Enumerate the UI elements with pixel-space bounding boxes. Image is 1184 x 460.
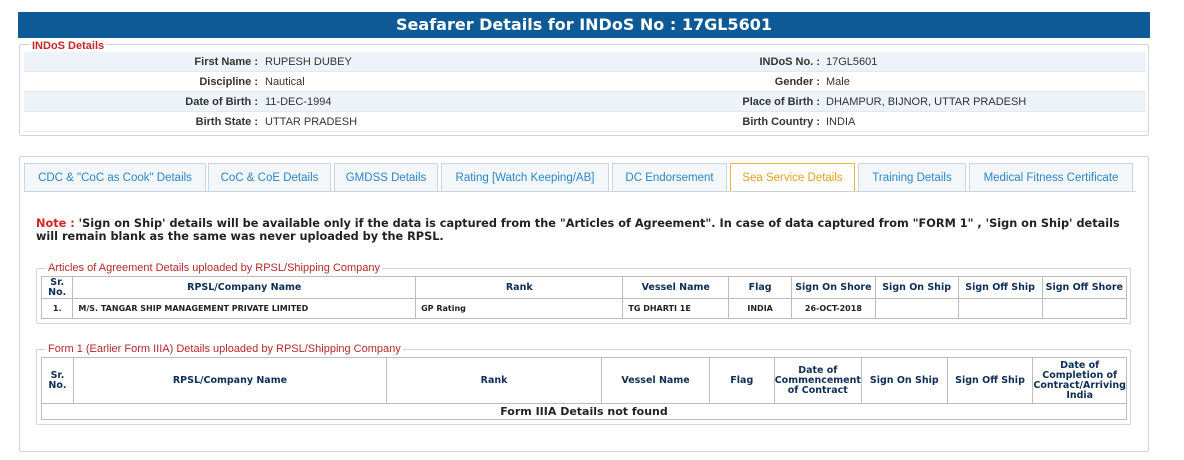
pob-value: DHAMPUR, BIJNOR, UTTAR PRADESH [826,96,1027,108]
column-header: Sign On Ship [861,358,947,404]
form1-not-found-message: Form IIIA Details not found [42,404,1127,420]
info-row [24,92,1146,112]
gender-value: Male [826,76,850,88]
gender-label: Gender : [774,76,820,88]
column-header: Rank [386,358,601,404]
column-header: Sign Off Shore [1042,277,1126,299]
indos-details-legend: INDoS Details [32,40,105,52]
tab-coc-coe[interactable]: CoC & CoE Details [208,163,331,191]
table-row [42,404,1127,420]
table-header-row [42,277,1127,299]
info-row [24,72,1146,92]
birth-country-value: INDIA [826,116,856,128]
tab-gmdss[interactable]: GMDSS Details [334,163,438,191]
indos-no-label: INDoS No. : [759,56,820,68]
page-title: Seafarer Details for INDoS No : 17GL5601 [18,12,1150,38]
form1-table [41,357,1127,420]
discipline-value: Nautical [265,76,305,88]
articles-legend: Articles of Agreement Details uploaded by RPSL/Shipping Company [48,262,381,274]
column-header: Rank [416,277,623,299]
table-header-row [42,358,1127,404]
column-header: Sign On Shore [792,277,875,299]
column-header: Date of Commencement of Contract [774,358,861,404]
sign-off-ship-cell [958,299,1042,319]
tab-dc-endorsement[interactable]: DC Endorsement [612,163,727,191]
pob-label: Place of Birth : [742,96,820,108]
info-row [24,112,1146,132]
indos-no-value: 17GL5601 [826,56,878,68]
sign-off-shore-cell [1042,299,1126,319]
table-row [42,299,1127,319]
articles-table [41,276,1127,319]
vessel-cell: TG DHARTI 1E [623,299,729,319]
column-header: Sign Off Ship [947,358,1033,404]
column-header: Date of Completion of Contract/Arriving India [1033,358,1127,404]
sr-no-cell: 1. [42,299,73,319]
column-header: Vessel Name [623,277,729,299]
note-text: 'Sign on Ship' details will be available only if the data is captured from the "Articles of Agreement". In case of data captured from "FORM 1" , 'Sign on Ship' details will remain blank as the same was never uploaded by the RPSL. [36,217,1120,243]
discipline-label: Discipline : [199,76,258,88]
tab-cdc-coc-cook[interactable]: CDC & "CoC as Cook" Details [24,163,206,191]
column-header: Sr. No. [42,358,74,404]
dob-label: Date of Birth : [185,96,258,108]
tab-medical-fitness[interactable]: Medical Fitness Certificate [969,163,1133,191]
flag-cell: INDIA [729,299,792,319]
birth-state-label: Birth State : [195,116,258,128]
rank-cell: GP Rating [416,299,623,319]
column-header: Sign Off Ship [958,277,1042,299]
tab-sea-service[interactable]: Sea Service Details [730,163,855,191]
column-header: RPSL/Company Name [73,277,416,299]
first-name-label: First Name : [194,56,258,68]
note-prefix: Note : [36,217,75,230]
tab-training[interactable]: Training Details [858,163,966,191]
sign-on-ship-cell [875,299,958,319]
info-row [24,52,1146,72]
birth-state-value: UTTAR PRADESH [265,116,358,128]
first-name-value: RUPESH DUBEY [265,56,352,68]
tab-rating-watch-keeping[interactable]: Rating [Watch Keeping/AB] [441,163,609,191]
column-header: Flag [709,358,774,404]
sign-on-ship-note [36,217,1136,243]
dob-value: 11-DEC-1994 [265,96,332,108]
company-cell: M/S. TANGAR SHIP MANAGEMENT PRIVATE LIMITED [73,299,416,319]
column-header: Sr. No. [42,277,73,299]
column-header: Sign On Ship [875,277,958,299]
column-header: Vessel Name [602,358,710,404]
form1-legend: Form 1 (Earlier Form IIIA) Details uploaded by RPSL/Shipping Company [48,343,401,355]
birth-country-label: Birth Country : [742,116,820,128]
sign-on-shore-cell: 26-OCT-2018 [792,299,875,319]
column-header: RPSL/Company Name [73,358,386,404]
column-header: Flag [729,277,792,299]
